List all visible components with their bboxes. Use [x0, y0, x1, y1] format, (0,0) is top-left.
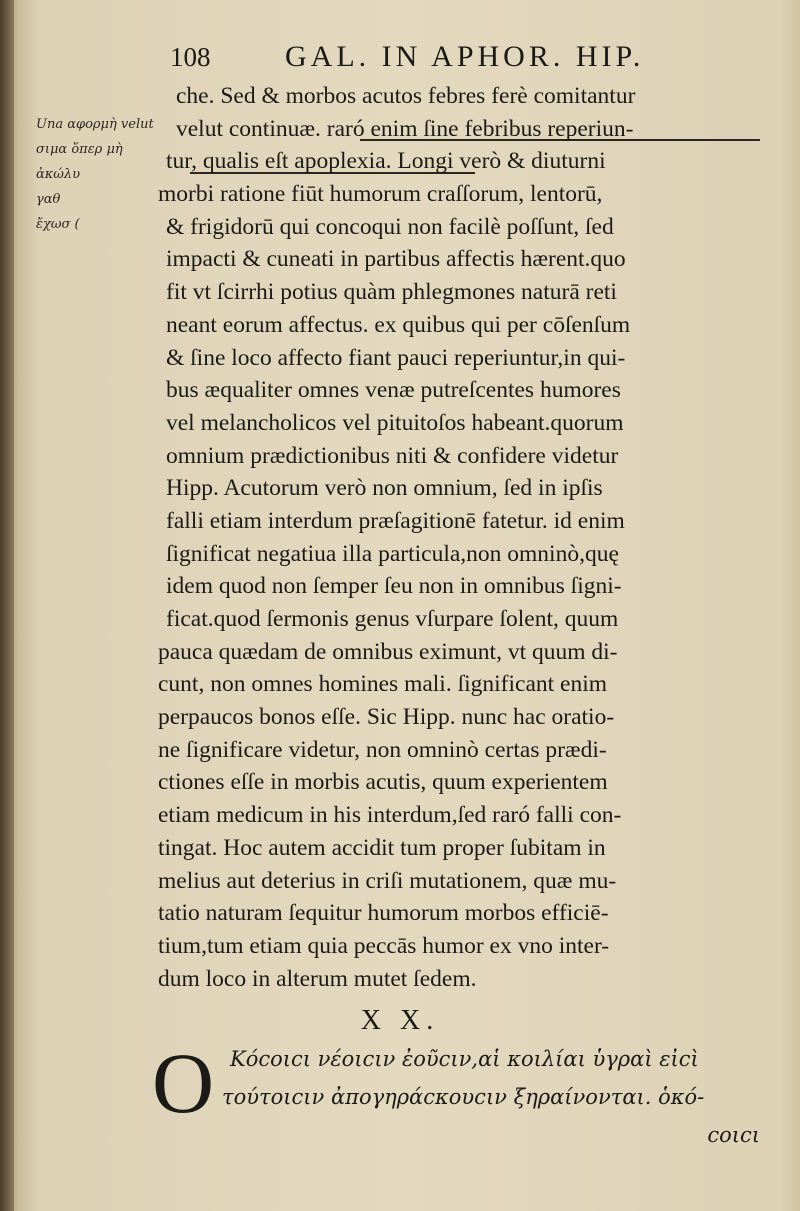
marginal-note: Una αφορμὴ velut — [36, 117, 154, 132]
text-line: perpaucos bonos eſſe. Sic Hipp. nunc hac oratio- — [158, 704, 615, 731]
page-header — [0, 38, 800, 82]
text-line: ſignificat negatiua illa particula,non omninò,quę — [166, 540, 619, 567]
text-line: & ſine loco affecto fiant pauci reperiuntur,in qui- — [166, 344, 626, 371]
page-number: 108 — [170, 42, 211, 72]
text-line: tatio naturam ſequitur humorum morbos efficiē- — [158, 900, 609, 927]
text-line: idem quod non ſemper ſeu non in omnibus ſigni- — [166, 573, 622, 600]
text-line: velut continuæ. raró enim ſine febribus reperiun- — [176, 115, 634, 142]
text-line: omnium prædictionibus niti & confidere videtur — [166, 442, 619, 469]
text-line: melius aut deterius in criſi mutationem, quæ mu- — [158, 867, 617, 894]
text-line: cunt, non omnes homines mali. ſignificant enim — [158, 671, 608, 698]
marginal-note: ἔχωσ ( — [36, 217, 80, 232]
text-line: bus æqualiter omnes venæ putreſcentes humores — [166, 377, 621, 404]
text-line: morbi ratione fiūt humorum craſſorum, lentorū, — [158, 181, 603, 208]
running-title: GAL. IN APHOR. HIP. — [285, 40, 645, 73]
text-line: falli etiam interdum præſagitionē fatetur. id enim — [166, 507, 625, 534]
section-number: X X. — [360, 1005, 440, 1036]
text-line: pauca quædam de omnibus eximunt, vt quum di- — [158, 638, 618, 665]
text-line: che. Sed & morbos acutos febres ferè comitantur — [176, 83, 636, 109]
greek-line: Κόϲοιϲι νέοιϲιν ἐοῦϲιν,αἱ κοιλίαι ὑγραὶ εἰϲὶ — [230, 1047, 699, 1071]
greek-line: τούτοιϲιν ἀπογηράϲκουϲιν ξηραίνονται. ὁκό- — [222, 1085, 705, 1109]
text-line: & frigidorū qui concoqui non facilè poſſunt, ſed — [166, 213, 614, 240]
text-line: impacti & cuneati in partibus affectis hærent.quo — [166, 246, 626, 273]
text-line: etiam medicum in his interdum,ſed raró falli con- — [158, 802, 622, 829]
text-line: ficat.quod ſermonis genus vſurpare ſolent, quum — [166, 606, 619, 632]
text-line: fit vt ſcirrhi potius quàm phlegmones naturā reti — [166, 279, 617, 306]
text-line: tium,tum etiam quia peccās humor ex vno inter- — [158, 932, 610, 959]
text-line: neant eorum affectus. ex quibus qui per cōſenſum — [166, 311, 631, 338]
marginal-note: γαθ — [36, 192, 61, 207]
greek-line: ϲοιϲι — [707, 1123, 760, 1147]
marginal-note: σιμα ὅπερ μὴ — [36, 142, 123, 157]
marginal-note: ἀκώλυ — [36, 167, 81, 182]
text-line: vel melancholicos vel pituitoſos habeant.quorum — [166, 409, 624, 436]
drop-cap-letter: O — [152, 1035, 215, 1131]
text-line: Hipp. Acutorum verò non omnium, ſed in ipſis — [166, 475, 603, 502]
text-line: ne ſignificare videtur, non omninò certas prædi- — [158, 736, 607, 763]
text-line: tingat. Hoc autem accidit tum proper ſubitam in — [158, 834, 606, 861]
text-line: tur, qualis eſt apoplexia. Longi verò & diuturni — [166, 148, 606, 175]
text-line: dum loco in alterum mutet ſedem. — [158, 965, 477, 992]
text-line: ctiones eſſe in morbis acutis, quum experientem — [158, 769, 608, 796]
main-text-block — [158, 80, 768, 995]
